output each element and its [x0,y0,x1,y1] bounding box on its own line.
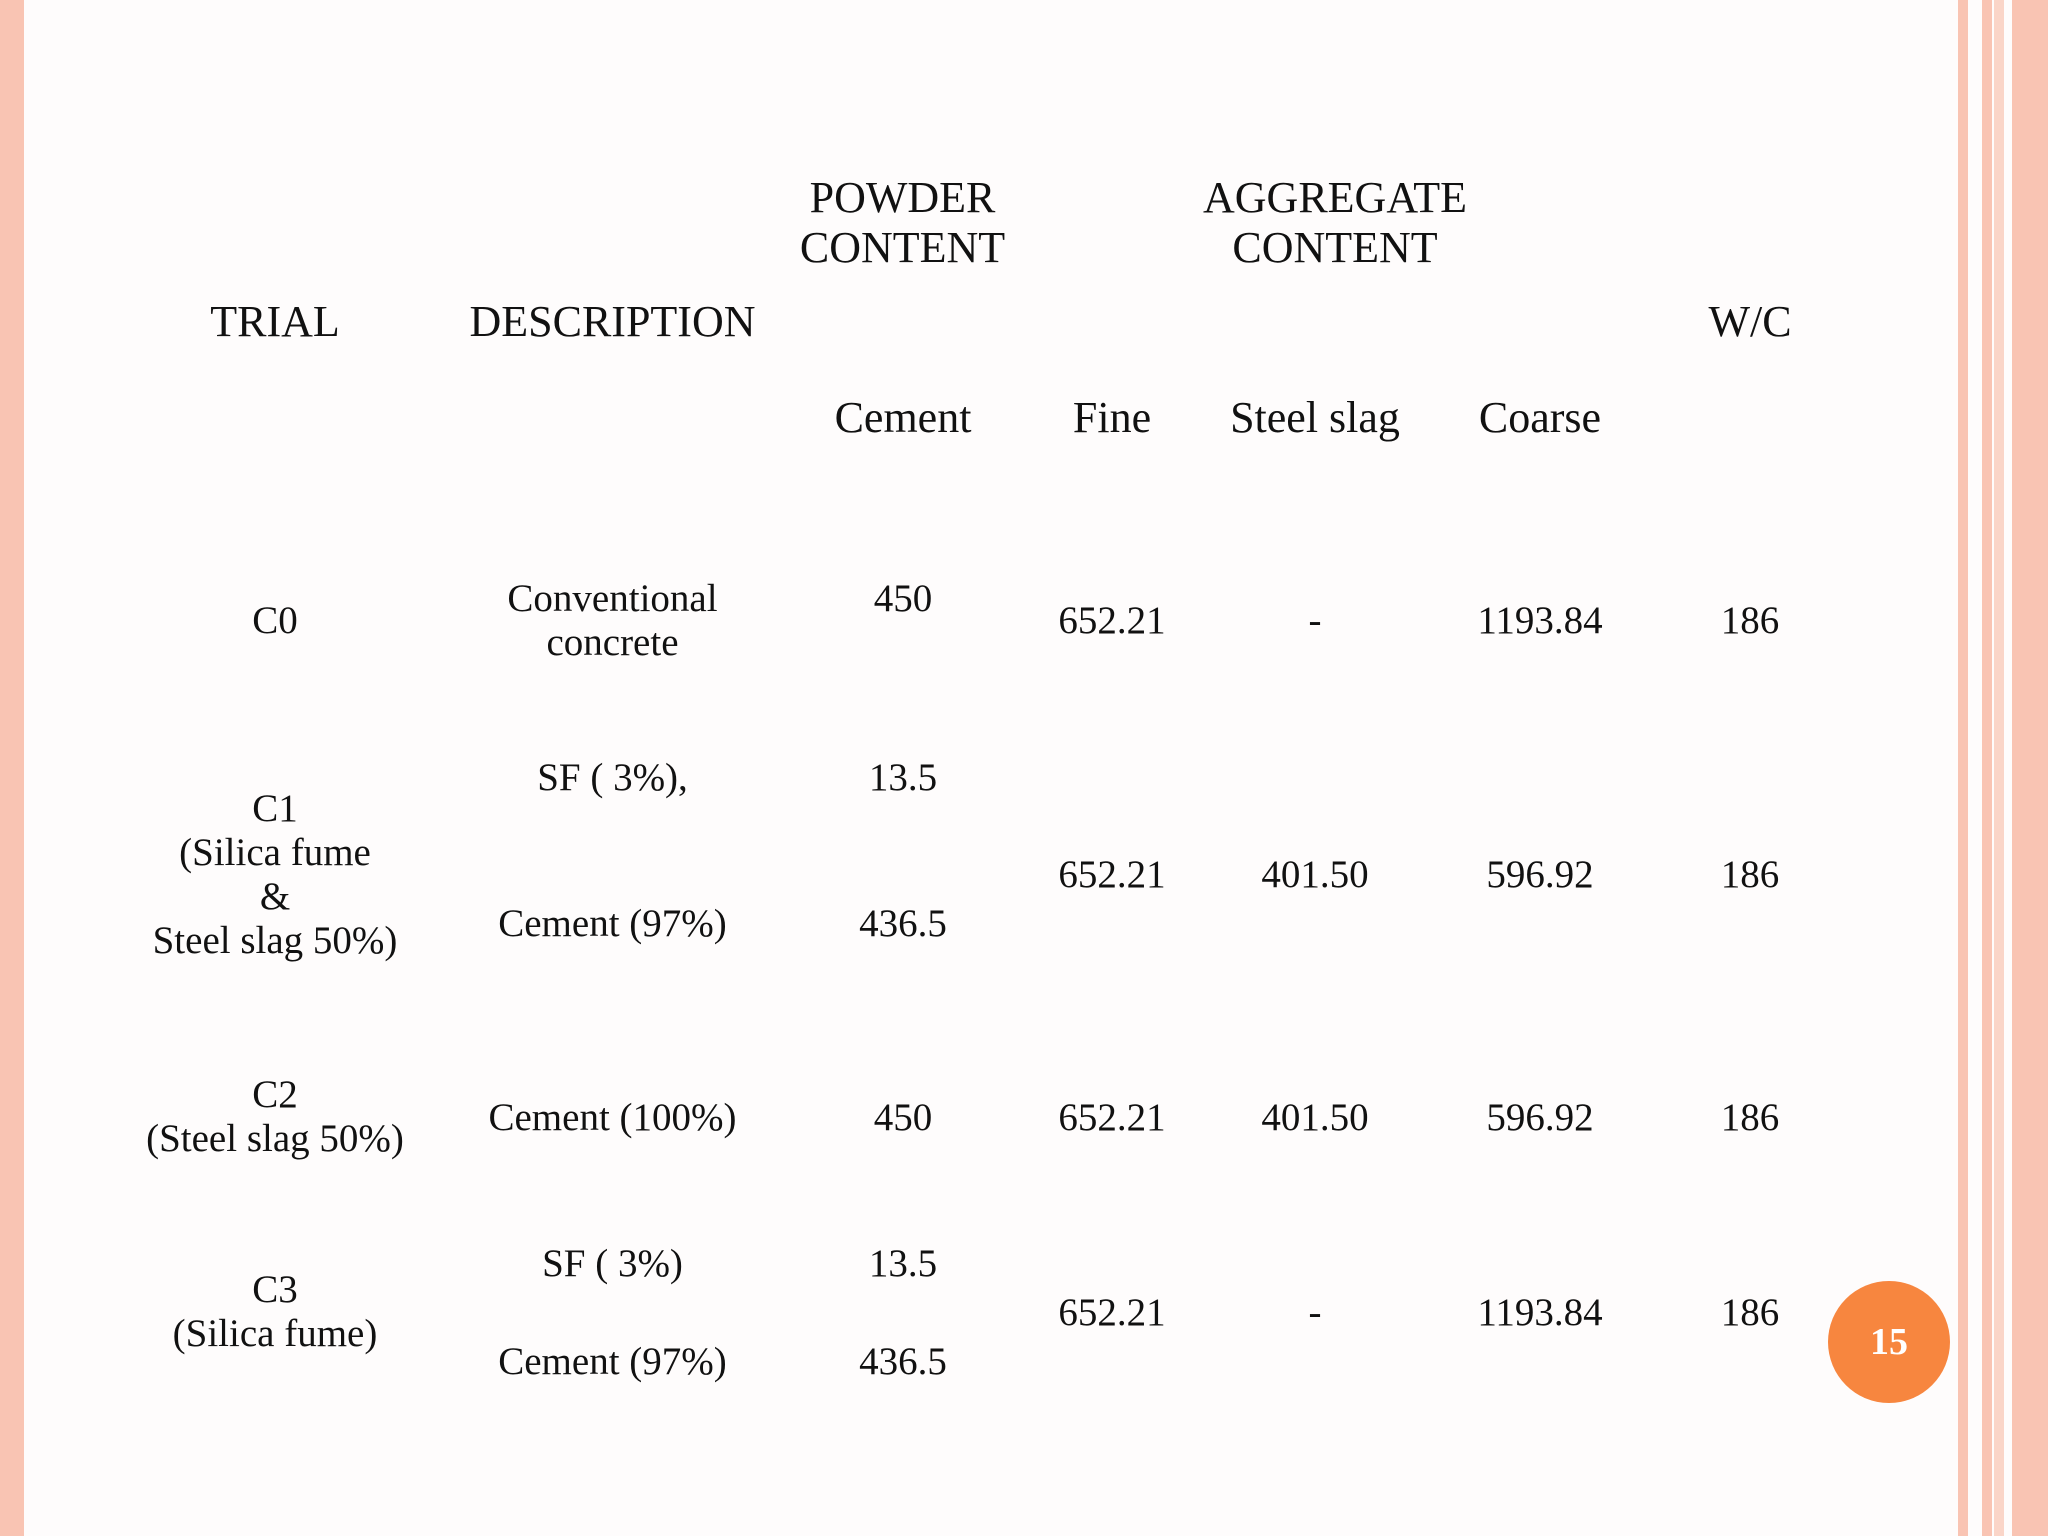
row-c0-trial [160,599,390,643]
row-c1-steel-slag: 401.50 [1261,853,1369,896]
page-number-badge: 15 [1828,1281,1950,1403]
row-c3-cement-line2: 436.5 [859,1340,947,1383]
trial-line: C2 [252,1073,298,1116]
row-c1-trial [130,787,420,963]
trial-line: & [259,875,291,918]
subheader-steel-slag: Steel slag [1230,393,1400,442]
row-c2-steel-slag: 401.50 [1261,1096,1369,1139]
row-c1-wc: 186 [1720,853,1780,896]
row-c0-description [440,577,785,665]
trial-line: C3 [252,1268,298,1311]
row-c3-steel-slag: - [1308,1291,1322,1334]
right-border-decoration [2012,0,2048,1536]
header-aggregate-line1: AGGREGATE [1203,173,1467,222]
left-border-decoration [0,0,24,1536]
row-c3-coarse: 1193.84 [1477,1291,1603,1334]
row-c0-steel-slag: - [1308,599,1322,642]
trial-line: (Silica fume) [172,1312,378,1355]
trial-line: Steel slag 50%) [152,919,398,962]
header-aggregate-content [1170,173,1500,273]
subheader-coarse: Coarse [1478,393,1602,442]
trial-line: (Steel slag 50%) [146,1117,404,1160]
row-c0-coarse: 1193.84 [1477,599,1603,642]
row-c0-fine: 652.21 [1058,599,1166,642]
row-c1-coarse: 596.92 [1486,853,1594,896]
row-c1-cement-line2: 436.5 [859,902,947,945]
row-c3-cement-line1: 13.5 [868,1242,938,1285]
description-line: Conventional [507,577,718,620]
row-c2-coarse: 596.92 [1486,1096,1594,1139]
right-border-decoration [1994,0,2004,1536]
row-c3-wc: 186 [1720,1291,1780,1334]
subheader-fine: Fine [1072,393,1152,442]
row-c1-description-line1: SF ( 3%), [537,756,688,799]
row-c1-fine: 652.21 [1058,853,1166,896]
row-c0-wc: 186 [1720,599,1780,642]
right-border-decoration [1958,0,1968,1536]
right-border-decoration [1982,0,1992,1536]
row-c0-cement: 450 [873,577,933,620]
row-c2-cement: 450 [873,1096,933,1139]
subheader-cement: Cement [834,393,972,442]
row-c2-trial [130,1073,420,1161]
row-c3-trial [130,1268,420,1356]
row-c1-cement-line1: 13.5 [868,756,938,799]
header-powder-line2: CONTENT [799,223,1006,272]
header-wc: W/C [1708,297,1792,346]
row-c2-fine: 652.21 [1058,1096,1166,1139]
row-c3-description-line2: Cement (97%) [498,1340,727,1383]
header-powder-line1: POWDER [809,173,996,222]
description-line: concrete [546,621,679,664]
header-powder-content [780,173,1025,273]
trial-line: C0 [252,599,298,642]
header-description: DESCRIPTION [469,297,756,346]
row-c2-description: Cement (100%) [488,1096,737,1139]
trial-line: (Silica fume [179,831,371,874]
row-c2-wc: 186 [1720,1096,1780,1139]
trial-line: C1 [252,787,298,830]
row-c3-description-line1: SF ( 3%) [542,1242,683,1285]
row-c3-fine: 652.21 [1058,1291,1166,1334]
header-aggregate-line2: CONTENT [1232,223,1438,272]
row-c1-description-line2: Cement (97%) [498,902,727,945]
header-trial: TRIAL [210,297,340,346]
